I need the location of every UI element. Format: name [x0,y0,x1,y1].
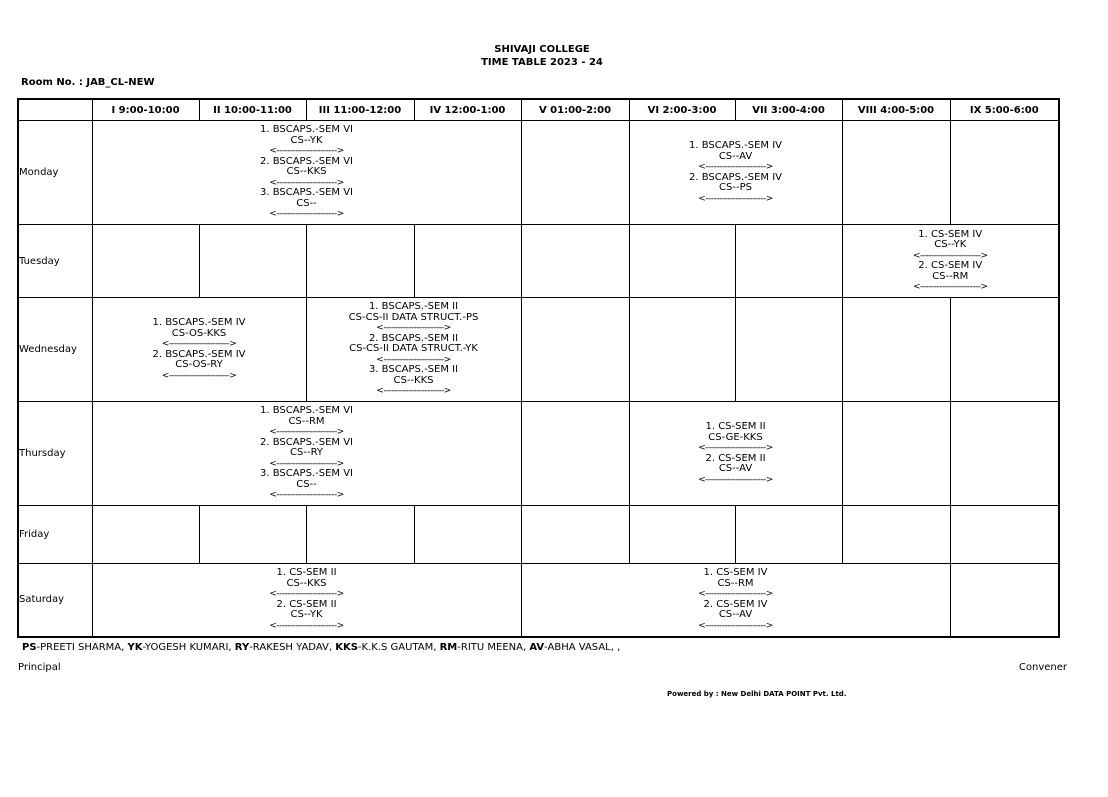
class-entry [93,350,306,382]
class-entry [630,422,842,454]
class-slot [521,564,950,637]
subject-teacher-line: CS--YK [934,239,967,250]
day-label: Wednesday [18,298,92,402]
empty-slot [521,506,629,564]
course-line: 1. BSCAPS.-SEM IV [688,140,782,151]
subject-teacher-line: CS--AV [718,150,753,162]
day-row [18,402,1059,506]
empty-slot [842,121,950,225]
subject-teacher-line: CS-CS-II DATA STRUCT.-PS [348,311,479,323]
subject-teacher-line: CS--AV [718,609,753,621]
entry-separator: <----------------------> [161,370,237,381]
day-label: Friday [18,506,92,564]
faculty-code: PS [22,642,37,653]
entry-separator: <----------------------> [698,193,773,204]
day-row [18,298,1059,402]
entry-separator: <----------------------> [269,490,344,501]
subject-teacher-line: CS-OS-RY [175,359,223,370]
day-label: Saturday [18,564,92,637]
class-entry [307,302,521,334]
day-label: Thursday [18,402,92,506]
subject-teacher-line: CS-GE-KKS [708,431,763,443]
course-line: 2. CS-SEM IV [703,598,768,610]
class-slot [92,298,306,402]
subject-teacher-line: CS-- [296,197,317,209]
period-header: V 01:00-2:00 [521,99,629,121]
class-entry [93,600,521,632]
course-line: 1. BSCAPS.-SEM VI [259,405,353,417]
period-header: VI 2:00-3:00 [629,99,735,121]
class-slot [306,298,521,402]
empty-slot [92,225,199,298]
subject-teacher-line: CS--KKS [286,577,327,589]
entry-separator: <----------------------> [376,386,451,397]
period-header: III 11:00-12:00 [306,99,414,121]
course-line: 2. BSCAPS.-SEM IV [152,348,246,360]
corner-header [18,99,92,121]
powered-by: Powered by : New Delhi DATA POINT Pvt. Ltd. [667,690,847,698]
empty-slot [950,402,1059,506]
class-entry [630,173,842,205]
empty-slot [92,506,199,564]
subject-teacher-line: CS--YK [290,609,323,621]
room-number: Room No. : JAB_CL-NEW [21,77,155,88]
period-header: VIII 4:00-5:00 [842,99,950,121]
entry-separator: <----------------------> [698,162,773,172]
period-header: VII 3:00-4:00 [735,99,842,121]
entry-separator: <----------------------> [269,620,344,631]
timetable [17,98,1060,638]
empty-slot [842,298,950,402]
course-line: 1. BSCAPS.-SEM II [368,301,459,313]
faculty-code: YK [127,642,143,653]
period-header: I 9:00-10:00 [92,99,199,121]
empty-slot [414,506,521,564]
empty-slot [521,402,629,506]
day-label: Tuesday [18,225,92,298]
header-row [18,99,1059,121]
entry-separator: <----------------------> [269,177,344,188]
empty-slot [950,298,1059,402]
convener-label: Convener [1018,662,1067,673]
entry-separator: <----------------------> [376,354,451,365]
class-entry [843,261,1059,293]
subject-teacher-line: CS--RY [290,447,323,459]
class-slot [92,402,521,506]
subject-teacher-line: CS--KKS [393,374,434,386]
course-line: 1. CS-SEM II [276,567,337,579]
empty-slot [735,298,842,402]
empty-slot [842,402,950,506]
faculty-name: -PREETI SHARMA, [36,642,128,653]
empty-slot [521,121,629,225]
entry-separator: <----------------------> [698,589,773,600]
timetable-title: TIME TABLE 2023 - 24 [481,57,603,68]
course-line: 2. CS-SEM II [276,598,337,610]
course-line: 2. CS-SEM II [705,452,766,464]
entry-separator: <----------------------> [912,282,988,292]
principal-label: Principal [18,662,61,673]
period-header: II 10:00-11:00 [199,99,306,121]
day-row [18,121,1059,225]
entry-separator: <----------------------> [161,339,237,349]
timetable-body [18,121,1059,637]
entry-separator: <----------------------> [698,474,773,485]
empty-slot [735,506,842,564]
course-line: 2. BSCAPS.-SEM VI [259,155,353,167]
class-entry [307,365,521,397]
faculty-code: RY [234,642,250,653]
subject-teacher-line: CS--RM [288,415,325,427]
class-slot [629,121,842,225]
empty-slot [950,121,1059,225]
faculty-name: -K.K.S GAUTAM, [357,642,440,653]
faculty-name: -RITU MEENA, [457,642,530,653]
faculty-code: KKS [335,642,358,653]
empty-slot [629,298,735,402]
empty-slot [629,506,735,564]
class-entry [93,188,521,220]
day-row [18,564,1059,637]
subject-teacher-line: CS-CS-II DATA STRUCT.-YK [349,343,478,355]
class-entry [630,454,842,486]
class-slot [842,225,1059,298]
subject-teacher-line: CS--PS [719,182,752,193]
entry-separator: <----------------------> [698,443,773,453]
subject-teacher-line: CS--AV [718,463,753,474]
course-line: 2. CS-SEM IV [918,260,983,271]
subject-teacher-line: CS-- [296,478,317,490]
day-label: Monday [18,121,92,225]
empty-slot [629,225,735,298]
empty-slot [306,225,414,298]
class-entry [93,157,521,189]
empty-slot [842,506,950,564]
subject-teacher-line: CS--KKS [286,166,327,178]
empty-slot [521,298,629,402]
class-entry [93,568,521,600]
entry-separator: <----------------------> [912,250,988,261]
day-row [18,506,1059,564]
empty-slot [199,506,306,564]
entry-separator: <----------------------> [269,146,344,157]
day-row [18,225,1059,298]
course-line: 2. BSCAPS.-SEM IV [688,171,782,183]
subject-teacher-line: CS--RM [932,270,969,282]
course-line: 3. BSCAPS.-SEM VI [259,187,353,199]
entry-separator: <----------------------> [698,620,773,631]
class-entry [307,334,521,366]
course-line: 1. CS-SEM IV [703,567,768,579]
empty-slot [414,225,521,298]
entry-separator: <----------------------> [269,209,344,220]
empty-slot [950,506,1059,564]
course-line: 2. BSCAPS.-SEM II [368,332,459,344]
class-slot [92,121,521,225]
period-header: IX 5:00-6:00 [950,99,1059,121]
faculty-name: -YOGESH KUMARI, [142,642,235,653]
course-line: 1. BSCAPS.-SEM IV [152,317,246,328]
faculty-code: AV [529,642,545,653]
class-entry [93,438,521,470]
faculty-legend [22,642,620,653]
entry-separator: <----------------------> [269,589,344,600]
empty-slot [950,564,1059,637]
empty-slot [735,225,842,298]
empty-slot [199,225,306,298]
course-line: 1. CS-SEM IV [918,228,983,240]
class-entry [522,600,950,632]
class-entry [522,568,950,600]
faculty-name: -RAKESH YADAV, [249,642,336,653]
faculty-name: -ABHA VASAL, , [544,642,621,653]
course-line: 3. BSCAPS.-SEM II [368,364,459,376]
college-name: SHIVAJI COLLEGE [494,44,590,55]
subject-teacher-line: CS-OS-KKS [171,327,227,339]
faculty-code: RM [439,642,458,653]
class-slot [92,564,521,637]
entry-separator: <----------------------> [376,323,451,334]
course-line: 2. BSCAPS.-SEM VI [259,436,353,448]
entry-separator: <----------------------> [269,458,344,469]
class-entry [93,406,521,438]
class-entry [93,318,306,350]
class-entry [93,469,521,501]
class-entry [93,125,521,157]
class-entry [630,141,842,173]
empty-slot [306,506,414,564]
subject-teacher-line: CS--YK [290,134,323,146]
entry-separator: <----------------------> [269,427,344,438]
class-slot [629,402,842,506]
period-header: IV 12:00-1:00 [414,99,521,121]
class-entry [843,230,1059,262]
course-line: 3. BSCAPS.-SEM VI [259,468,353,480]
subject-teacher-line: CS--RM [717,577,754,589]
course-line: 1. CS-SEM II [705,421,766,432]
empty-slot [521,225,629,298]
course-line: 1. BSCAPS.-SEM VI [259,124,353,136]
